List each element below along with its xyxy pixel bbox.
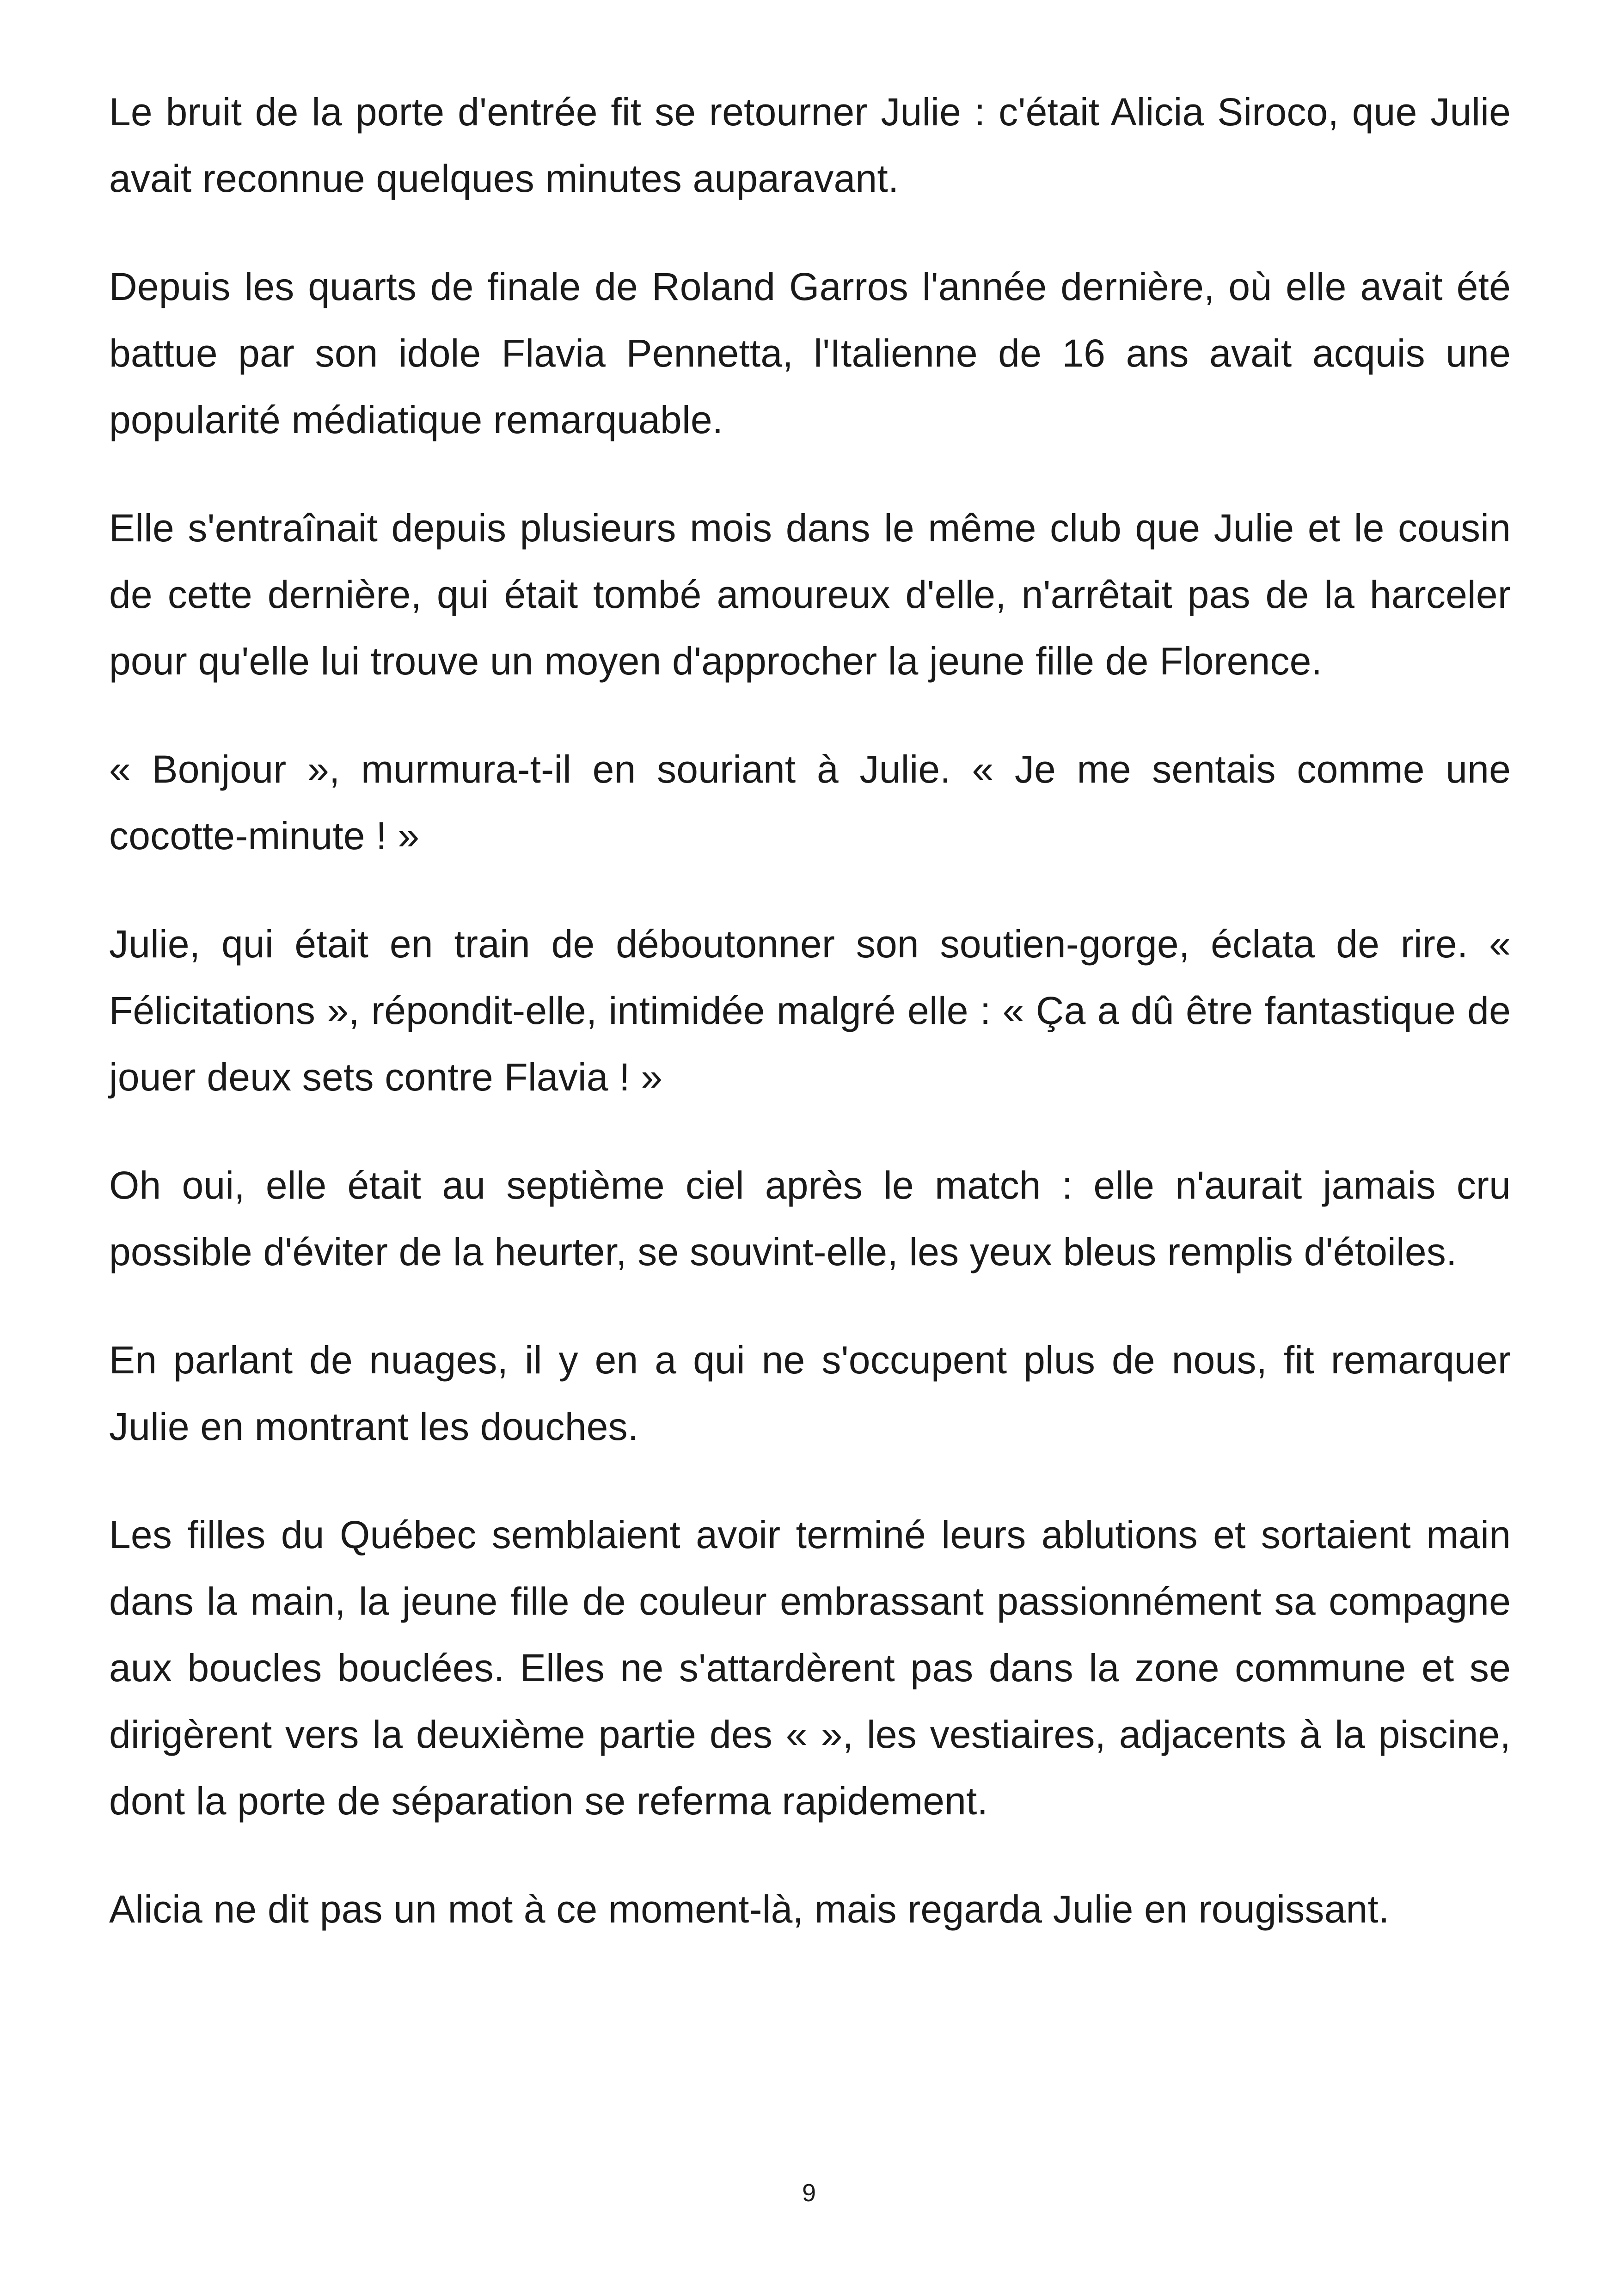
paragraph-1: Le bruit de la porte d'entrée fit se retourner Julie : c'était Alicia Siroco, que Julie avait reconnue quelques minutes auparavant. xyxy=(109,90,1511,200)
paragraph-7: En parlant de nuages, il y en a qui ne s'occupent plus de nous, fit remarquer Julie en montrant les douches. xyxy=(109,1338,1511,1448)
paragraph-3: Elle s'entraînait depuis plusieurs mois dans le même club que Julie et le cousin de cette dernière, qui était tombé amoureux d'elle, n'arrêtait pas de la harceler pour qu'elle lui trouve un moyen d'approcher la jeune fille de Florence. xyxy=(109,506,1511,683)
paragraph-2: Depuis les quarts de finale de Roland Garros l'année dernière, où elle avait été battue par son idole Flavia Pennetta, l'Italienne de 16 ans avait acquis une popularité médiatique remarquable. xyxy=(109,265,1511,441)
body-text xyxy=(109,79,1511,1984)
paragraph-6: Oh oui, elle était au septième ciel après le match : elle n'aurait jamais cru possible d'éviter de la heurter, se souvint-elle, les yeux bleus remplis d'étoiles. xyxy=(109,1163,1511,1274)
paragraph-4: « Bonjour », murmura-t-il en souriant à Julie. « Je me sentais comme une cocotte-minute ! » xyxy=(109,747,1511,857)
page-number: 9 xyxy=(802,2179,816,2207)
paragraph-9: Alicia ne dit pas un mot à ce moment-là, mais regarda Julie en rougissant. xyxy=(109,1887,1390,1931)
paragraph-8: Les filles du Québec semblaient avoir terminé leurs ablutions et sortaient main dans la main, la jeune fille de couleur embrassant passionnément sa compagne aux boucles bouclées. Elles ne s'attardèrent pas dans la zone commune et se dirigèrent vers la deuxième partie des « », les vestiaires, adjacents à la piscine, dont la porte de séparation se referma rapidement. xyxy=(109,1513,1511,1823)
paragraph-5: Julie, qui était en train de déboutonner son soutien-gorge, éclata de rire. « Félicitations », répondit-elle, intimidée malgré elle : « Ça a dû être fantastique de jouer deux sets contre Flavia ! » xyxy=(109,922,1511,1099)
